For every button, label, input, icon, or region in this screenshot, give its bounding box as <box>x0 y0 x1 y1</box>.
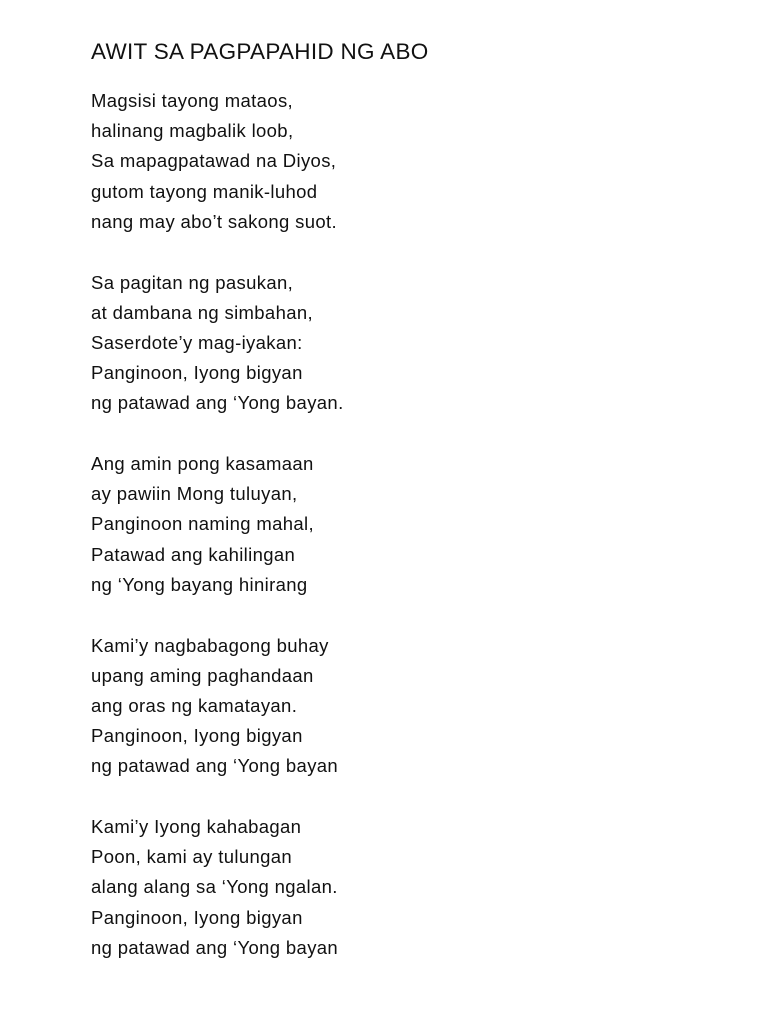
lyric-line: ng patawad ang ‘Yong bayan <box>91 936 339 958</box>
lyric-line: ng ‘Yong bayang hinirang <box>91 573 308 595</box>
lyric-line: Sa pagitan ng pasukan, <box>91 271 294 293</box>
lyric-line: ang oras ng kamatayan. <box>91 694 298 716</box>
stanza-3 <box>91 449 731 600</box>
stanza-2 <box>91 268 731 419</box>
lyric-line: Magsisi tayong mataos, <box>91 90 294 111</box>
lyric-line: Kami’y Iyong kahabagan <box>91 816 302 838</box>
lyric-line: halinang magbalik loob, <box>91 120 294 142</box>
lyric-line: Sa mapagpatawad na Diyos, <box>91 150 337 172</box>
lyric-line: ng patawad ang ‘Yong bayan. <box>91 392 344 414</box>
lyric-line: at dambana ng simbahan, <box>91 301 313 323</box>
lyric-line: Saserdote’y mag-iyakan: <box>91 331 303 353</box>
lyric-line: alang alang sa ‘Yong ngalan. <box>91 876 338 898</box>
lyric-line: Ang amin pong kasamaan <box>91 453 314 475</box>
song-title: AWIT SA PAGPAPAHID NG ABO <box>91 39 429 64</box>
lyric-line: upang aming paghandaan <box>91 664 314 686</box>
song-lyrics <box>91 86 731 994</box>
lyric-line: Panginoon, Iyong bigyan <box>91 906 303 928</box>
lyric-line: gutom tayong manik-luhod <box>91 180 318 202</box>
lyric-line: Panginoon, Iyong bigyan <box>91 725 303 747</box>
lyric-line: ay pawiin Mong tuluyan, <box>91 483 298 505</box>
stanza-1 <box>91 86 731 237</box>
lyric-line: Patawad ang kahilingan <box>91 543 296 565</box>
lyric-line: Poon, kami ay tulungan <box>91 846 293 868</box>
stanza-4 <box>91 631 731 782</box>
stanza-5 <box>91 812 731 963</box>
lyric-line: Panginoon naming mahal, <box>91 513 315 535</box>
lyric-line: Panginoon, Iyong bigyan <box>91 362 303 384</box>
lyric-line: ng patawad ang ‘Yong bayan <box>91 755 339 777</box>
lyric-line: nang may abo’t sakong suot. <box>91 210 337 232</box>
lyric-line: Kami’y nagbabagong buhay <box>91 634 329 656</box>
